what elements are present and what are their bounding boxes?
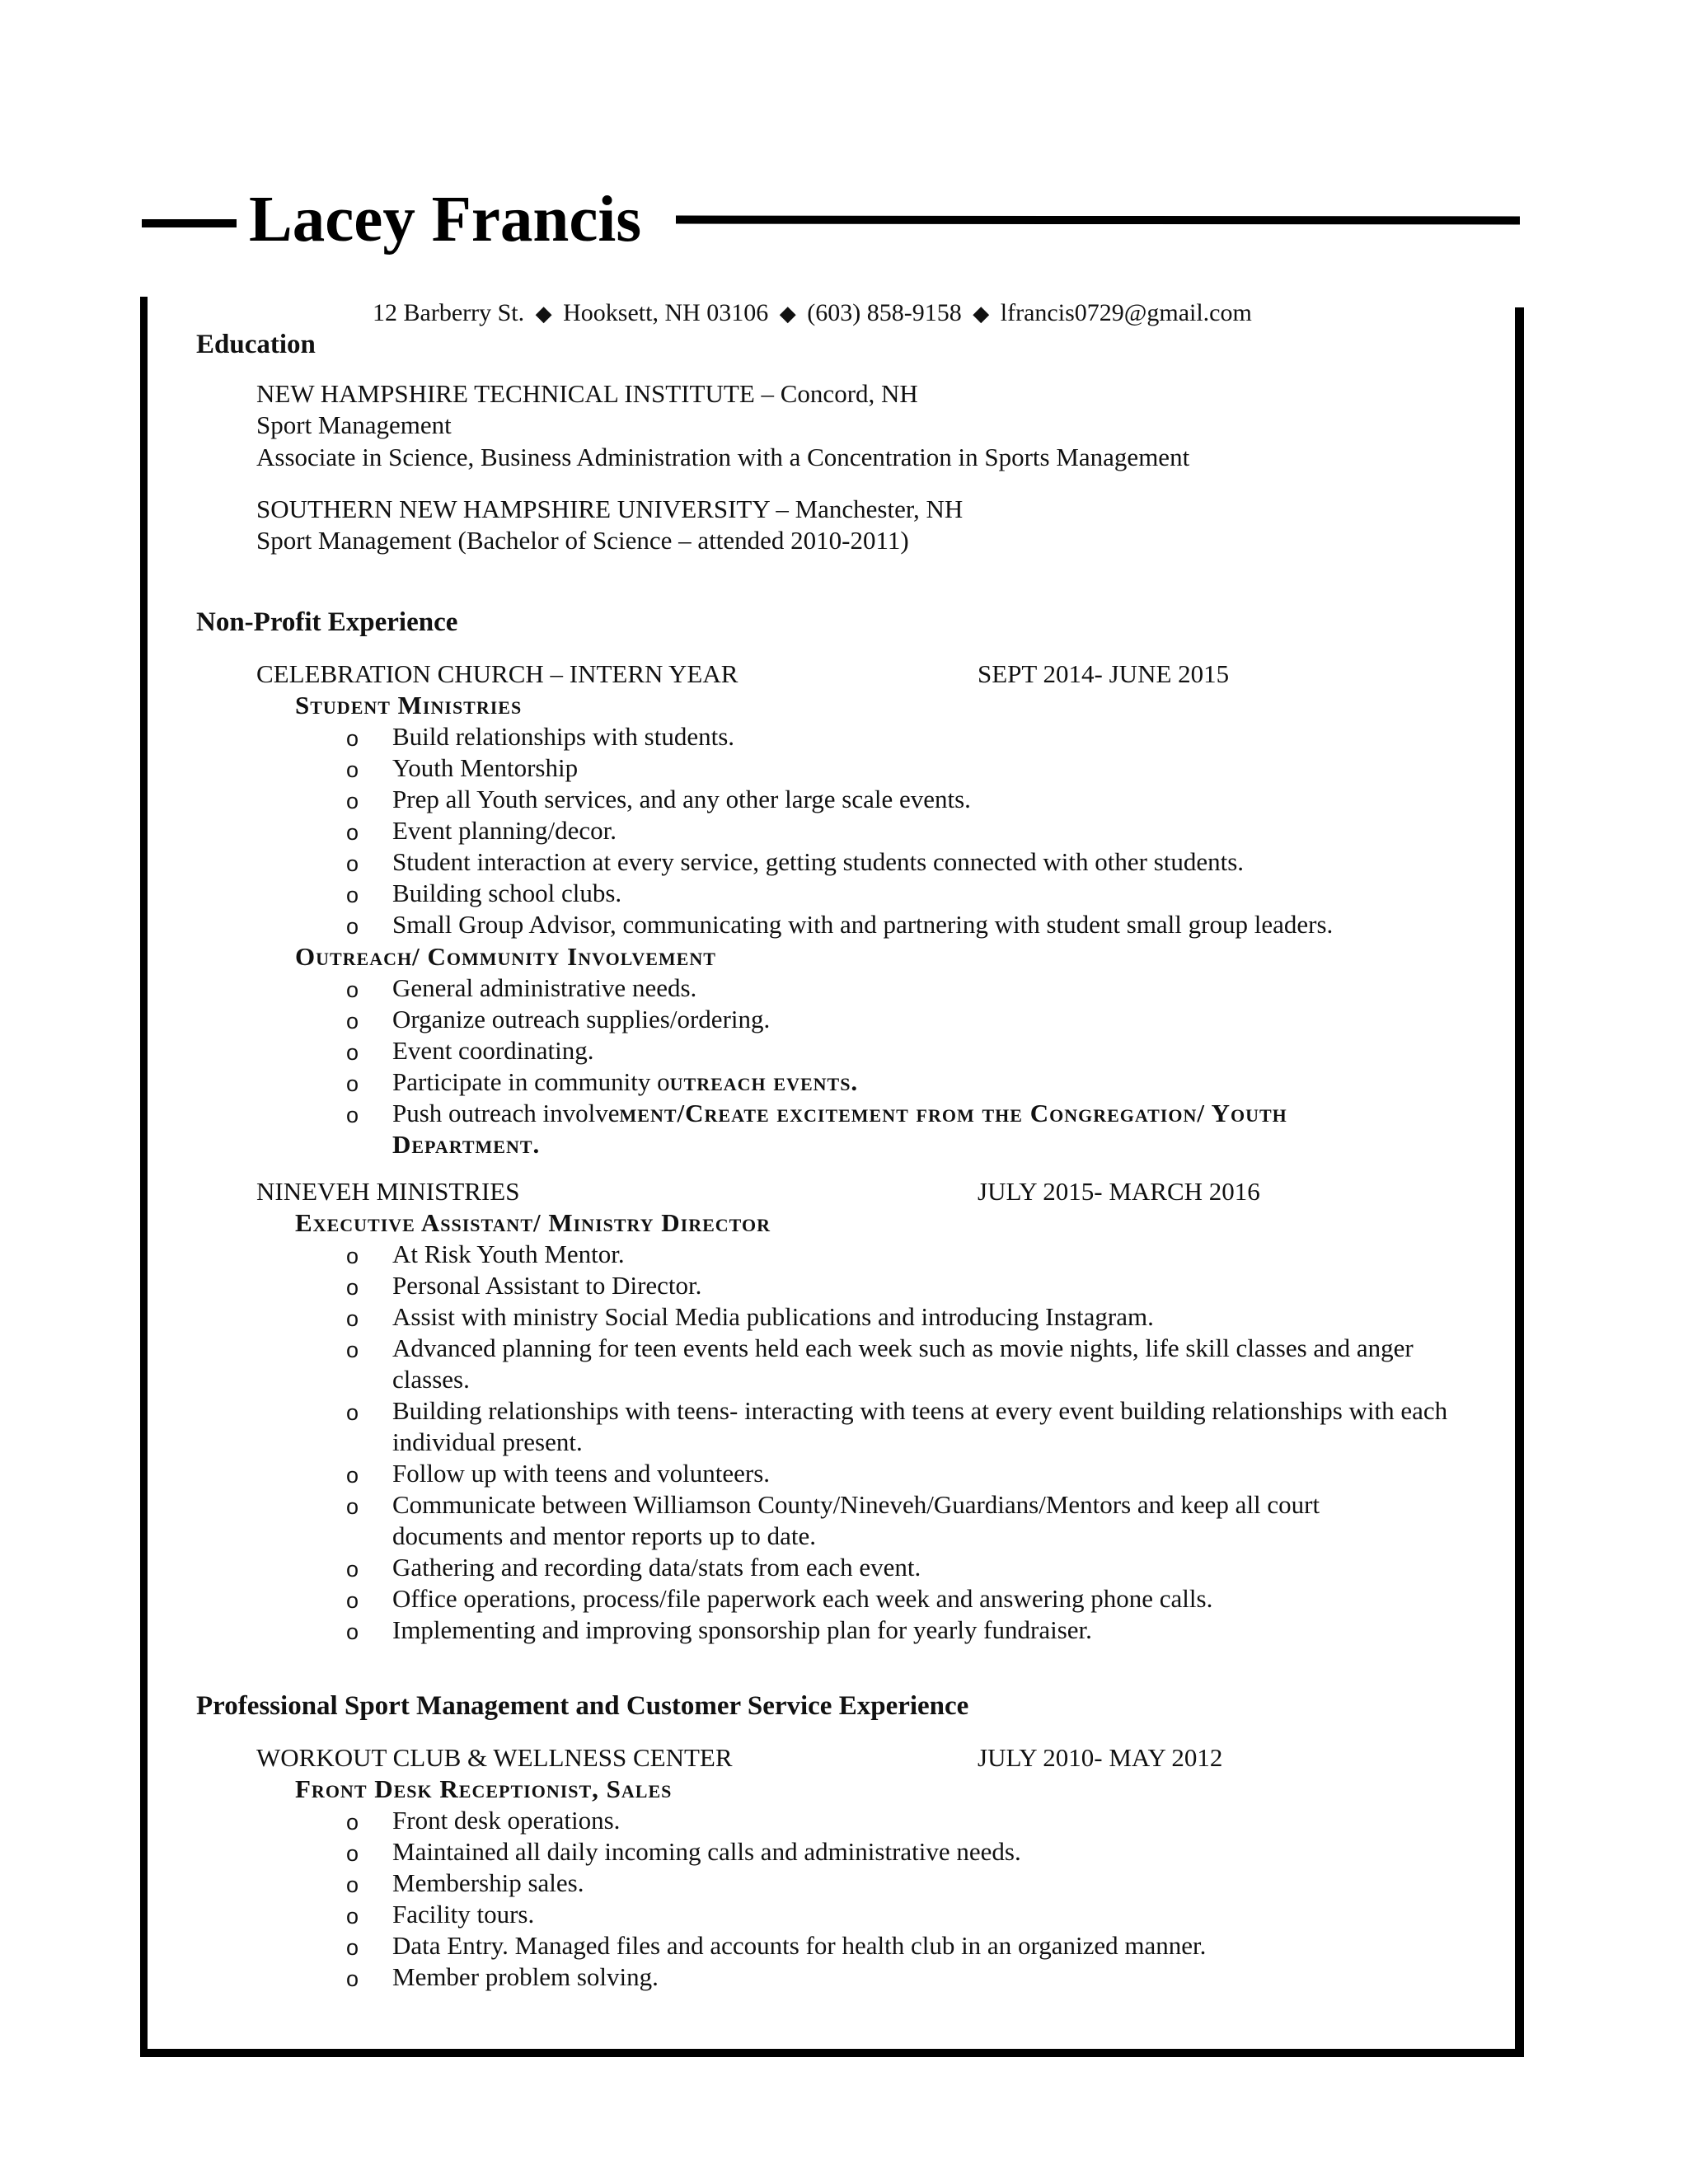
bullet-item: Membership sales. [392, 1868, 584, 1897]
bullet-icon: o [346, 1400, 359, 1425]
bullet-item: Building school clubs. [392, 879, 622, 907]
school-line: Sport Management (Bachelor of Science – attended 2010-2011) [256, 526, 909, 555]
bullet-icon: o [346, 977, 359, 1002]
job-dates: JULY 2015- MARCH 2016 [978, 1177, 1260, 1206]
bullet-item: Event planning/decor. [392, 816, 617, 845]
candidate-name: Lacey Francis [249, 184, 642, 255]
bullet-item: Small Group Advisor, communicating with and partnering with student small group leaders. [392, 910, 1334, 939]
diamond-icon: ◆ [779, 302, 796, 326]
bullet-icon: o [346, 1275, 359, 1300]
bullet-icon: o [346, 1306, 359, 1331]
bullet-icon: o [346, 1588, 359, 1613]
bullet-icon: o [346, 789, 359, 813]
bullet-icon: o [346, 1103, 359, 1127]
job-dates: SEPT 2014- JUNE 2015 [978, 659, 1230, 688]
bullet-icon: o [346, 1244, 359, 1268]
contact-city: Hooksett, NH 03106 [563, 299, 769, 326]
bullet-item: General administrative needs. [392, 973, 697, 1002]
contact-line [373, 299, 1252, 327]
bullet-icon: o [346, 1619, 359, 1644]
bullet-icon: o [346, 1040, 359, 1065]
bullet-icon: o [346, 1872, 359, 1897]
bullet-item: Advanced planning for teen events held each week such as movie nights, life skill classes and anger [392, 1333, 1414, 1362]
frame-bottom-border [140, 2049, 1524, 2057]
school-line: Associate in Science, Business Administration with a Concentration in Sports Management [256, 443, 1190, 471]
bullet-icon: o [346, 820, 359, 845]
bullet-item: Building relationships with teens- interacting with teens at every event building relationships with each [392, 1396, 1448, 1425]
bullet-item: Data Entry. Managed files and accounts for health club in an organized manner. [392, 1931, 1207, 1960]
diamond-icon: ◆ [535, 302, 552, 326]
school-line: Sport Management [256, 410, 452, 439]
job-dates: JULY 2010- MAY 2012 [978, 1743, 1223, 1772]
bullet-item [392, 1099, 1287, 1128]
bullet-item: Assist with ministry Social Media publications and introducing Instagram. [392, 1302, 1154, 1331]
bullet-icon: o [346, 1338, 359, 1362]
bullet-icon: o [346, 1463, 359, 1488]
bullet-icon: o [346, 1810, 359, 1835]
contact-street: 12 Barberry St. [373, 299, 525, 326]
frame-right-border [1515, 307, 1524, 2056]
bullet-icon: o [346, 1904, 359, 1929]
job-role: Front Desk Receptionist, Sales [295, 1774, 673, 1803]
bullet-item: Office operations, process/file paperwork each week and answering phone calls. [392, 1584, 1213, 1613]
bullet-continuation: documents and mentor reports up to date. [392, 1521, 816, 1550]
bullet-icon: o [346, 1071, 359, 1096]
bullet-item: Youth Mentorship [392, 753, 579, 782]
bullet-icon: o [346, 851, 359, 876]
bullet-item: Build relationships with students. [392, 722, 735, 751]
job-org: WORKOUT CLUB & WELLNESS CENTER [256, 1743, 733, 1772]
bullet-icon: o [346, 1935, 359, 1960]
bullet-item: Personal Assistant to Director. [392, 1271, 702, 1300]
bullet-icon: o [346, 726, 359, 751]
bullet-continuation: individual present. [392, 1427, 583, 1456]
bullet-item [392, 1067, 858, 1097]
bullet-plain-part: Participate in community o [392, 1067, 670, 1096]
bullet-icon: o [346, 757, 359, 782]
nonprofit-heading: Non-Profit Experience [196, 607, 458, 637]
contact-email: lfrancis0729@gmail.com [1000, 299, 1252, 326]
bullet-caps-part: ment/Create excitement from the Congregation/ Youth [619, 1099, 1287, 1127]
contact-phone: (603) 858-9158 [807, 299, 962, 326]
bullet-icon: o [346, 914, 359, 939]
bullet-item: Communicate between Williamson County/Nineveh/Guardians/Mentors and keep all court [392, 1490, 1320, 1519]
header-rule-left [142, 219, 237, 227]
bullet-icon: o [346, 1841, 359, 1866]
bullet-icon: o [346, 883, 359, 907]
professional-heading: Professional Sport Management and Customer Service Experience [196, 1691, 969, 1721]
job-org: NINEVEH MINISTRIES [256, 1177, 520, 1206]
education-heading: Education [196, 330, 316, 359]
job-role: Student Ministries [295, 691, 523, 719]
bullet-item: Maintained all daily incoming calls and administrative needs. [392, 1837, 1021, 1866]
bullet-icon: o [346, 1009, 359, 1033]
bullet-item: Event coordinating. [392, 1036, 594, 1065]
bullet-icon: o [346, 1966, 359, 1991]
bullet-icon: o [346, 1494, 359, 1519]
school-institution: NEW HAMPSHIRE TECHNICAL INSTITUTE – Concord, NH [256, 379, 918, 408]
bullet-continuation: classes. [392, 1365, 470, 1394]
bullet-continuation: Department. [392, 1130, 541, 1159]
bullet-item: Implementing and improving sponsorship plan for yearly fundraiser. [392, 1615, 1092, 1644]
bullet-item: Member problem solving. [392, 1962, 659, 1991]
bullet-item: Facility tours. [392, 1900, 535, 1929]
frame-left-border [140, 297, 148, 2056]
bullet-item: Organize outreach supplies/ordering. [392, 1005, 771, 1033]
job-role: Executive Assistant/ Ministry Director [295, 1208, 771, 1237]
bullet-item: Front desk operations. [392, 1806, 621, 1835]
school-institution: SOUTHERN NEW HAMPSHIRE UNIVERSITY – Manchester, NH [256, 494, 964, 523]
bullet-item: Student interaction at every service, getting students connected with other students. [392, 847, 1245, 876]
bullet-item: Follow up with teens and volunteers. [392, 1459, 771, 1488]
job-role: Outreach/ Community Involvement [295, 942, 716, 971]
job-org: CELEBRATION CHURCH – INTERN YEAR [256, 659, 738, 688]
bullet-icon: o [346, 1557, 359, 1582]
bullet-caps-part: utreach events. [669, 1067, 859, 1096]
bullet-plain-part: Push outreach involve [392, 1099, 620, 1127]
header-rule-right [676, 216, 1520, 225]
bullet-item: Prep all Youth services, and any other large scale events. [392, 785, 971, 813]
bullet-item: Gathering and recording data/stats from each event. [392, 1553, 921, 1582]
bullet-item: At Risk Youth Mentor. [392, 1240, 625, 1268]
diamond-icon: ◆ [973, 302, 990, 326]
